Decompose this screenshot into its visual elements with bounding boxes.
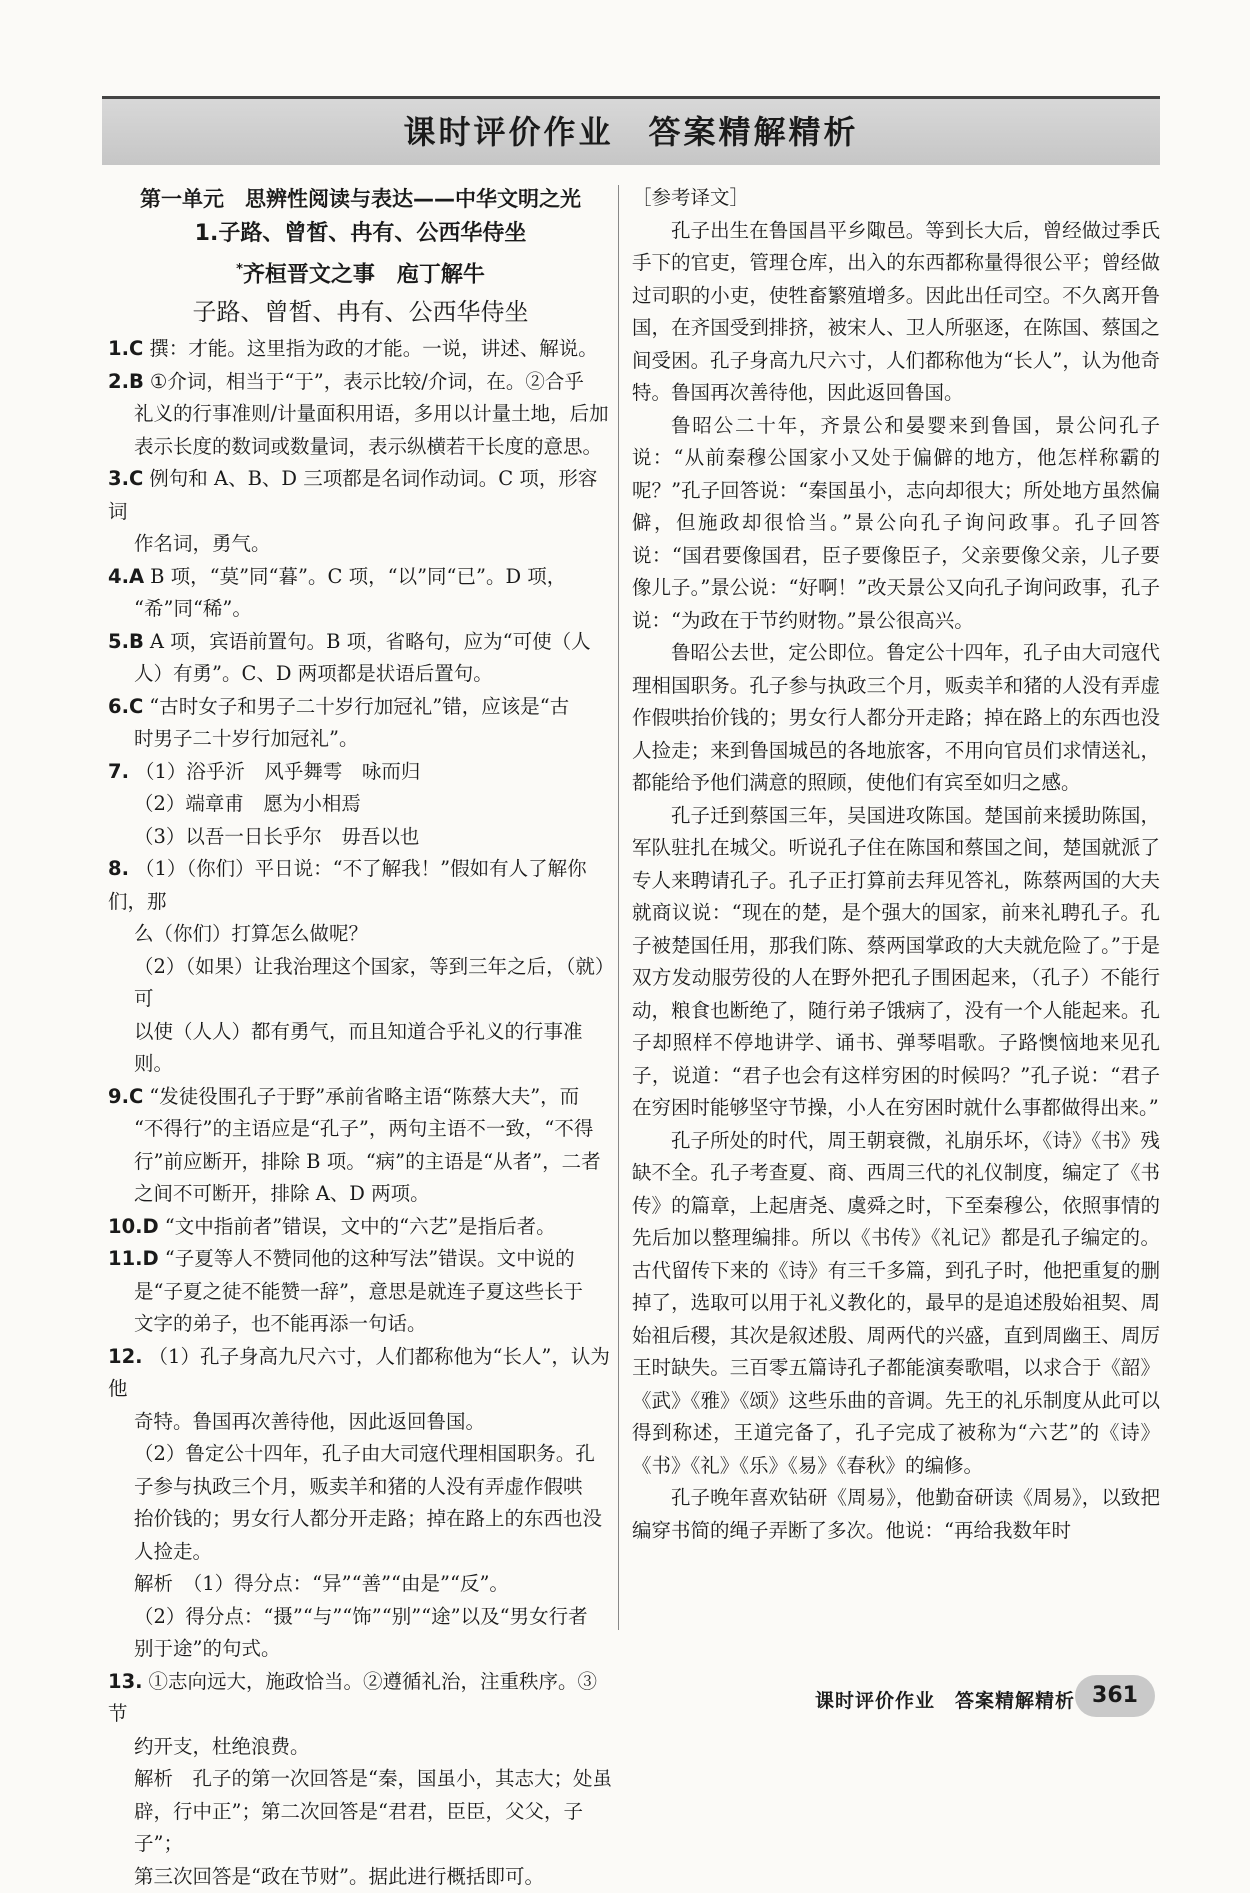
answer-item	[108, 1666, 613, 1893]
answer-line: 行”前应断开，排除 B 项。“病”的主语是“从者”，二者	[134, 1149, 601, 1173]
answer-line: 奇特。鲁国再次善待他，因此返回鲁国。	[134, 1409, 486, 1433]
answer-item	[108, 463, 613, 561]
answer-line: 第三次回答是“政在节财”。据此进行概括即可。	[134, 1864, 544, 1888]
answer-line: 解析 （1）得分点：“异”“善”“由是”“反”。	[134, 1572, 509, 1596]
translation-paragraph: 孔子晚年喜欢钻研《周易》，他勤奋研读《周易》，以致把编穿书简的绳子弄断了多次。他说：“再给我数年时	[632, 1486, 1160, 1542]
answer-line: 表示长度的数词或数量词，表示纵横若干长度的意思。	[134, 434, 603, 458]
answer-number: 13.	[108, 1669, 143, 1693]
answer-item	[108, 1081, 613, 1211]
answer-number: 12.	[108, 1344, 143, 1368]
translation-paragraph: 孔子迁到蔡国三年，吴国进攻陈国。楚国前来援助陈国，军队驻扎在城父。听说孔子住在陈国和蔡国之间，楚国就派了专人来聘请孔子。孔子正打算前去拜见答礼，陈蔡两国的大夫就商议说：“现在的楚，是个强大的国家，前来礼聘孔子。孔子被楚国任用，那我们陈、蔡两国掌政的大夫就危险了。”于是双方发动服劳役的人在野外把孔子围困起来，（孔子）不能行动，粮食也断绝了，随行弟子饿病了，没有一个人能起来。孔子却照样不停地讲学、诵书、弹琴唱歌。子路懊恼地来见孔子，说道：“君子也会有这样穷困的时候吗？”孔子说：“君子在穷困时能够坚守节操，小人在穷困时就什么事都做得出来。”	[632, 803, 1160, 1119]
answer-item	[108, 333, 613, 366]
answer-first-line	[108, 333, 613, 366]
answer-item	[108, 691, 613, 756]
header-bar	[102, 96, 1160, 165]
answer-line: （2）得分点：“摄”“与”“饰”“别”“途”以及“男女行者	[134, 1604, 588, 1628]
answer-first-line	[108, 626, 613, 659]
answer-item	[108, 366, 613, 464]
section-title: 子路、曾皙、冉有、公西华侍坐	[192, 298, 529, 327]
footer-label: 课时评价作业 答案精解精析	[814, 1690, 1075, 1712]
answer-item	[108, 626, 613, 691]
answer-line: （2）（如果）让我治理这个国家，等到三年之后，（就）可	[134, 954, 605, 1011]
answer-line: “希”同“稀”。	[134, 597, 252, 621]
answer-number: 11.D	[108, 1247, 159, 1271]
answer-item	[108, 756, 613, 854]
answer-line: （1）孔子身高九尺六寸，人们都称他为“长人”，认为他	[108, 1344, 610, 1401]
translation-paragraph: 鲁昭公二十年，齐景公和晏婴来到鲁国，景公问孔子说：“从前秦穆公国家小又处于偏僻的地方，他怎样称霸的呢？”孔子回答说：“秦国虽小，志向却很大；所处地方虽然偏僻，但施政却很恰当。”景公向孔子询问政事。孔子回答说：“国君要像国君，臣子要像臣子，父亲要像父亲，儿子要像儿子。”景公说：“好啊！”改天景公又向孔子询问政事，孔子说：“为政在于节约财物。”景公很高兴。	[632, 413, 1160, 632]
answer-first-line	[108, 756, 613, 789]
answer-line: （1）浴乎沂 风乎舞雩 咏而归	[134, 759, 421, 783]
answer-line: 时男子二十岁行加冠礼”。	[134, 727, 359, 751]
answer-number: 10.D	[108, 1214, 159, 1238]
answer-line: 之间不可断开，排除 A、D 两项。	[134, 1182, 430, 1206]
answer-line: 辟，行中正”；第二次回答是“君君，臣臣，父父，子子”；	[134, 1799, 583, 1856]
answer-line: （2）鲁定公十四年，孔子由大司寇代理相国职务。孔	[134, 1442, 595, 1466]
answer-first-line	[108, 561, 613, 594]
answer-line: 人）有勇”。C、D 两项都是状语后置句。	[134, 662, 493, 686]
answer-number: 9.C	[108, 1084, 144, 1108]
answers-list	[108, 333, 613, 1893]
answer-first-line	[108, 1081, 613, 1114]
answer-first-line	[108, 691, 613, 724]
header-title: 课时评价作业 答案精解精析	[403, 113, 859, 151]
unit-title: 第一单元 思辨性阅读与表达——中华文明之光	[140, 187, 581, 211]
translation-paragraph: 孔子出生在鲁国昌平乡陬邑。等到长大后，曾经做过季氏手下的官吏，管理仓库，出入的东西都称量得很公平；曾经做过司职的小吏，使牲畜繁殖增多。因此出任司空。不久离开鲁国，在齐国受到排挤，被宋人、卫人所驱逐，在陈国、蔡国之间受困。孔子身高九尺六寸，人们都称他为“长人”，认为他奇特。鲁国再次善待他，因此返回鲁国。	[632, 218, 1160, 404]
extended-reading-mark: *	[236, 262, 243, 277]
answer-line: “子夏等人不赞同他的这种写法”错误。文中说的	[164, 1247, 575, 1271]
answer-line: 子参与执政三个月，贩卖羊和猪的人没有弄虚作假哄	[134, 1474, 583, 1498]
answer-line: 么（你们）打算怎么做呢？	[134, 922, 369, 946]
answer-item	[108, 1211, 613, 1244]
answer-item	[108, 853, 613, 1081]
answer-item	[108, 561, 613, 626]
answer-first-line	[108, 463, 613, 528]
answer-number: 3.C	[108, 467, 144, 491]
answer-line: 人捡走。	[134, 1539, 213, 1563]
translation-column	[632, 182, 1160, 1547]
answer-line: 以使（人人）都有勇气，而且知道合乎礼义的行事准则。	[134, 1019, 583, 1076]
answer-line: （2）端章甫 愿为小相焉	[134, 792, 361, 816]
translation-label: ［参考译文］	[632, 186, 750, 209]
lesson-subtitle-text: 齐桓晋文之事 庖丁解牛	[242, 262, 485, 288]
answer-line: B 项，“莫”同“暮”。C 项，“以”同“已”。D 项，	[150, 564, 567, 588]
answer-line: A 项，宾语前置句。B 项，省略句，应为“可使（人	[149, 629, 591, 653]
answer-line: 约开支，杜绝浪费。	[134, 1734, 310, 1758]
answer-first-line	[108, 366, 613, 399]
answer-number: 1.C	[108, 337, 144, 361]
answer-item	[108, 1341, 613, 1666]
answer-number: 8.	[108, 857, 129, 881]
lesson-subtitle	[108, 252, 613, 293]
answer-line: 文字的弟子，也不能再添一句话。	[134, 1312, 427, 1336]
translation-body	[632, 215, 1160, 1548]
answer-number: 4.A	[108, 564, 145, 588]
answers-column	[108, 182, 613, 1893]
answer-first-line	[108, 1341, 613, 1406]
answer-line: 解析 孔子的第一次回答是“秦，国虽小，其志大；处虽	[134, 1767, 612, 1791]
answer-line: “发徒役围孔子于野”承前省略主语“陈蔡大夫”，而	[149, 1084, 580, 1108]
answer-number: 6.C	[108, 694, 144, 718]
translation-paragraph: 鲁昭公去世，定公即位。鲁定公十四年，孔子由大司寇代理相国职务。孔子参与执政三个月，贩卖羊和猪的人没有弄虚作假哄抬价钱的；男女行人都分开走路；掉在路上的东西也没人捡走；来到鲁国城邑的各地旅客，不用向官员们求情送礼，都能给予他们满意的照顾，使他们有宾至如归之感。	[632, 641, 1160, 794]
page-number: 361	[1075, 1675, 1155, 1717]
answer-first-line	[108, 853, 613, 918]
answer-line: “不得行”的主语应是“孔子”，两句主语不一致，“不得	[134, 1117, 594, 1141]
answer-line: 别于途”的句式。	[134, 1637, 281, 1661]
answer-line: 礼义的行事准则/计量面积用语，多用以计量土地，后加	[134, 402, 609, 426]
answer-line: 是“子夏之徒不能赞一辞”，意思是就连子夏这些长于	[134, 1279, 583, 1303]
answer-first-line	[108, 1243, 613, 1276]
answer-line: “文中指前者”错误，文中的“六艺”是指后者。	[164, 1214, 556, 1238]
answer-line: 例句和 A、B、D 三项都是名词作动词。C 项，形容词	[108, 467, 598, 523]
answer-number: 7.	[108, 759, 129, 783]
answer-first-line	[108, 1666, 613, 1731]
column-divider	[618, 185, 619, 1630]
answer-item	[108, 1243, 613, 1341]
answer-line: ①志向远大，施政恰当。②遵循礼治，注重秩序。③节	[108, 1669, 598, 1726]
answer-line: （3）以吾一日长乎尔 毋吾以也	[134, 824, 420, 848]
answer-line: ①介词，相当于“于”，表示比较/介词，在。②合乎	[149, 369, 584, 393]
answer-line: 撰：才能。这里指为政的才能。一说，讲述、解说。	[149, 337, 598, 361]
answer-line: “古时女子和男子二十岁行加冠礼”错，应该是“古	[149, 694, 570, 718]
answer-line: （1）（你们）平日说：“不了解我！”假如有人了解你们，那	[108, 857, 587, 913]
answer-line: 作名词，勇气。	[134, 532, 271, 556]
answer-line: 抬价钱的；男女行人都分开走路；掉在路上的东西也没	[134, 1507, 603, 1531]
answer-number: 5.B	[108, 629, 144, 653]
lesson-title: 1.子路、曾皙、冉有、公西华侍坐	[194, 221, 527, 246]
translation-paragraph: 孔子所处的时代，周王朝衰微，礼崩乐坏，《诗》《书》残缺不全。孔子考查夏、商、西周三代的礼仪制度，编定了《书传》的篇章，上起唐尧、虞舜之时，下至秦穆公，依照事情的先后加以整理编排。所以《书传》《礼记》都是孔子编定的。古代留传下来的《诗》有三千多篇，到孔子时，他把重复的删掉了，选取可以用于礼义教化的，最早的是追述殷始祖契、周始祖后稷，其次是叙述殷、周两代的兴盛，直到周幽王、周厉王时缺失。三百零五篇诗孔子都能演奏歌唱，以求合于《韶》《武》《雅》《颂》这些乐曲的音调。先王的礼乐制度从此可以得到称述，王道完备了，孔子完成了被称为“六艺”的《诗》《书》《礼》《乐》《易》《春秋》的编修。	[632, 1128, 1160, 1477]
answer-number: 2.B	[108, 369, 144, 393]
answer-first-line	[108, 1211, 613, 1244]
